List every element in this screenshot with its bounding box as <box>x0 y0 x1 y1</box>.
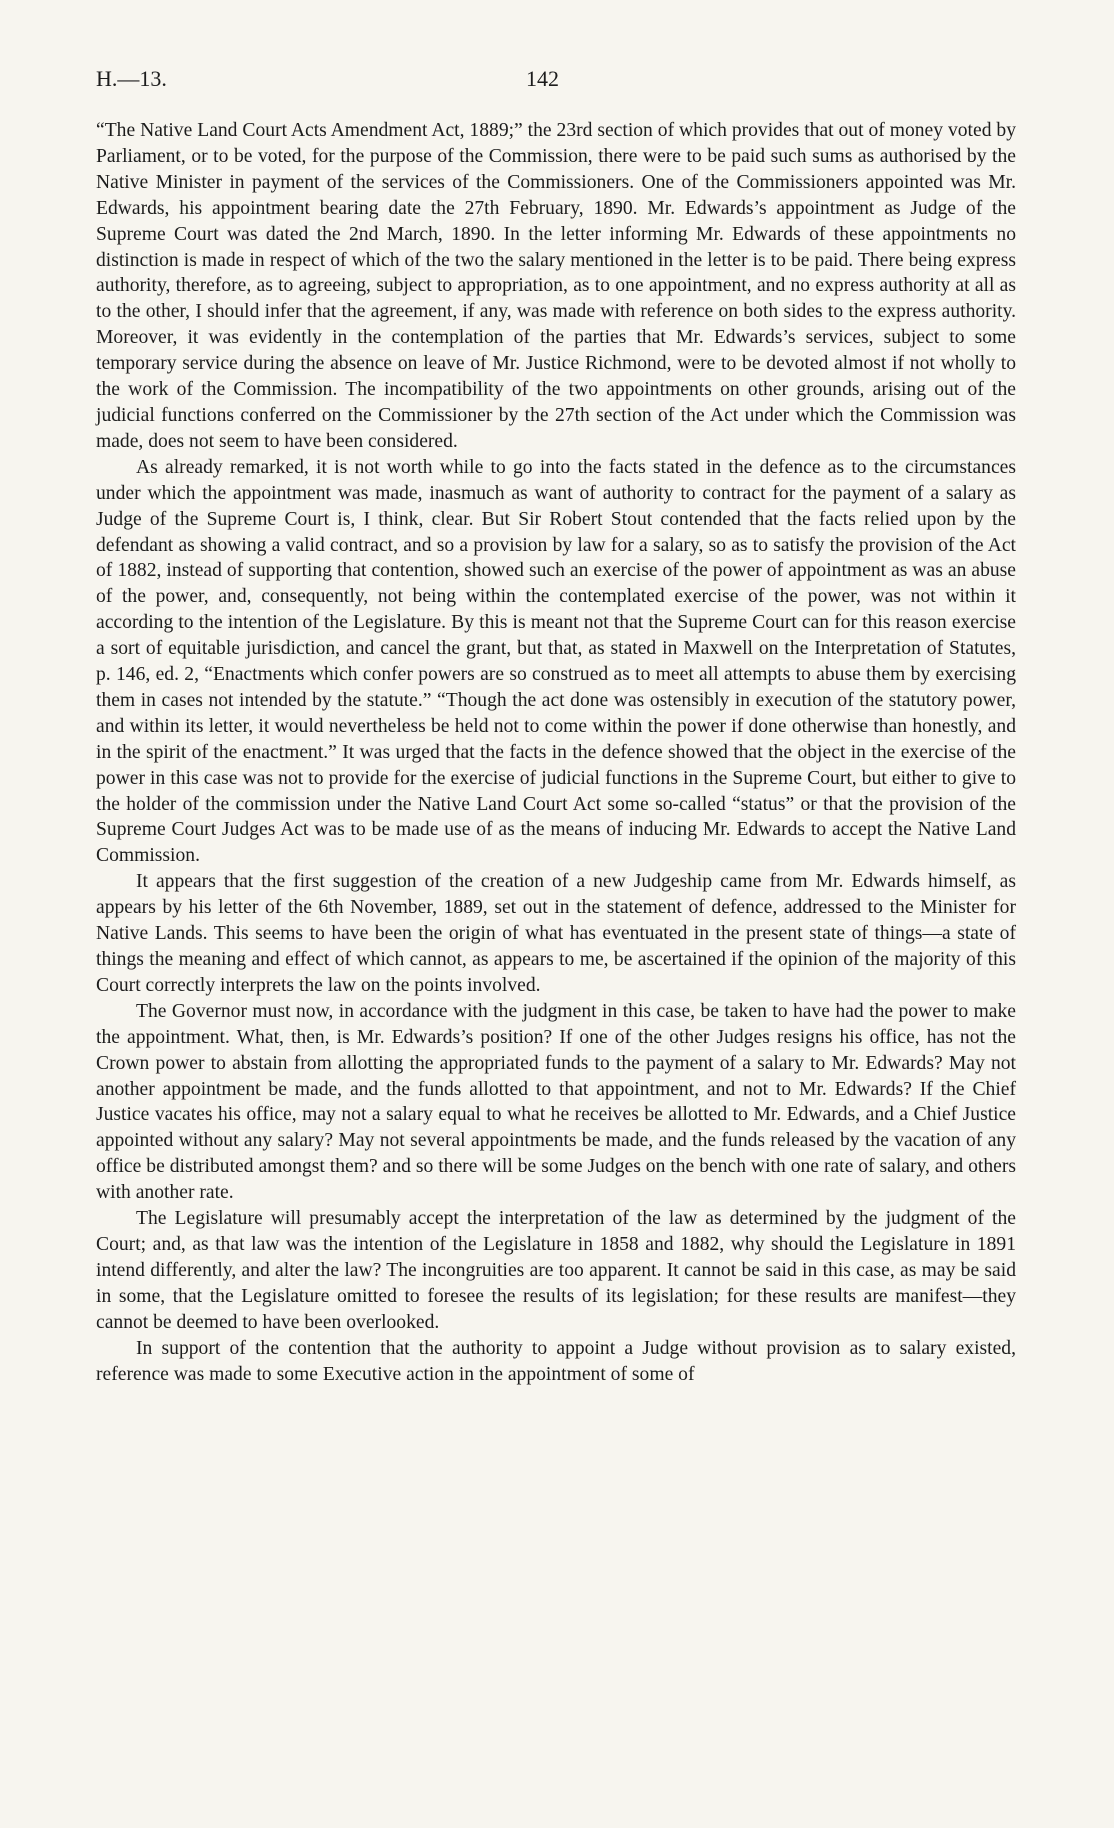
page-number: 142 <box>526 66 559 91</box>
document-reference: H.—13. <box>96 66 167 91</box>
paragraph: As already remarked, it is not worth while to go into the facts stated in the defence as to the circumstances under which the appointment was made, inasmuch as want of authority to contract for the payment of a salary as Judge of the Supreme Court is, I think, clear. But Sir Robert Stout contended that the facts relied upon by the defendant as showing a valid contract, and so a provision by law for a salary, so as to satisfy the provision of the Act of 1882, instead of supporting that contention, showed such an exercise of the power of appointment as was an abuse of the power, and, consequently, not being within the contemplated exercise of the power, was not within it according to the intention of the Legislature. By this is meant not that the Supreme Court can for this reason exercise a sort of equitable jurisdiction, and cancel the grant, but that, as stated in Maxwell on the Interpretation of Statutes, p. 146, ed. 2, “Enactments which confer powers are so construed as to meet all attempts to abuse them by exercising them in cases not intended by the statute.” “Though the act done was ostensibly in execution of the statutory power, and within its letter, it would nevertheless be held not to come within the power if done otherwise than honestly, and in the spirit of the enactment.” It was urged that the facts in the defence showed that the object in the exercise of the power in this case was not to provide for the exercise of judicial functions in the Supreme Court, but either to give to the holder of the commission under the Native Land Court Act some so-called “status” or that the provision of the Supreme Court Judges Act was to be made use of as the means of inducing Mr. Edwards to accept the Native Land Commission. <box>96 456 1016 867</box>
body-text <box>96 118 1016 1387</box>
paragraph: The Legislature will presumably accept the interpretation of the law as determined by the judgment of the Court; and, as that law was the intention of the Legislature in 1858 and 1882, why should the Legislature in 1891 intend differently, and alter the law? The incongruities are too apparent. It cannot be said in this case, as may be said in some, that the Legislature omitted to foresee the results of its legislation; for these results are manifest—they cannot be deemed to have been overlooked. <box>96 1208 1016 1333</box>
paragraph: “The Native Land Court Acts Amendment Act, 1889;” the 23rd section of which provides that out of money voted by Parliament, or to be voted, for the purpose of the Commission, there were to be paid such sums as authorised by the Native Minister in payment of the services of the Commissioners. One of the Commissioners appointed was Mr. Edwards, his appointment bearing date the 27th February, 1890. Mr. Edwards’s appointment as Judge of the Supreme Court was dated the 2nd March, 1890. In the letter informing Mr. Edwards of these appointments no distinction is made in respect of which of the two the salary mentioned in the letter is to be paid. There being express authority, therefore, as to agreeing, subject to appropriation, as to one appointment, and no express authority at all as to the other, I should infer that the agreement, if any, was made with reference on both sides to the express authority. Moreover, it was evidently in the contemplation of the parties that Mr. Edwards’s services, subject to some temporary service during the absence on leave of Mr. Justice Richmond, were to be devoted almost if not wholly to the work of the Commission. The incompatibility of the two appointments on other grounds, arising out of the judicial functions conferred on the Commissioner by the 27th section of the Act under which the Commission was made, does not seem to have been considered. <box>96 120 1016 452</box>
paragraph: In support of the contention that the authority to appoint a Judge without provision as to salary existed, reference was made to some Executive action in the appointment of some of <box>96 1337 1016 1385</box>
paragraph: The Governor must now, in accordance with the judgment in this case, be taken to have had the power to make the appointment. What, then, is Mr. Edwards’s position? If one of the other Judges resigns his office, has not the Crown power to abstain from allotting the appropriated funds to the payment of a salary to Mr. Edwards? May not another appointment be made, and the funds allotted to that appointment, and not to Mr. Edwards? If the Chief Justice vacates his office, may not a salary equal to what he receives be allotted to Mr. Edwards, and a Chief Justice appointed without any salary? May not several appointments be made, and the funds released by the vacation of any office be distributed amongst them? and so there will be some Judges on the bench with one rate of salary, and others with another rate. <box>96 1000 1016 1204</box>
page-header <box>96 66 1016 100</box>
paragraph: It appears that the first suggestion of the creation of a new Judgeship came from Mr. Edwards himself, as appears by his letter of the 6th November, 1889, set out in the statement of defence, addressed to the Minister for Native Lands. This seems to have been the origin of what has eventuated in the present state of things—a state of things the meaning and effect of which cannot, as appears to me, be ascertained if the opinion of the majority of this Court correctly interprets the law on the points involved. <box>96 871 1016 996</box>
